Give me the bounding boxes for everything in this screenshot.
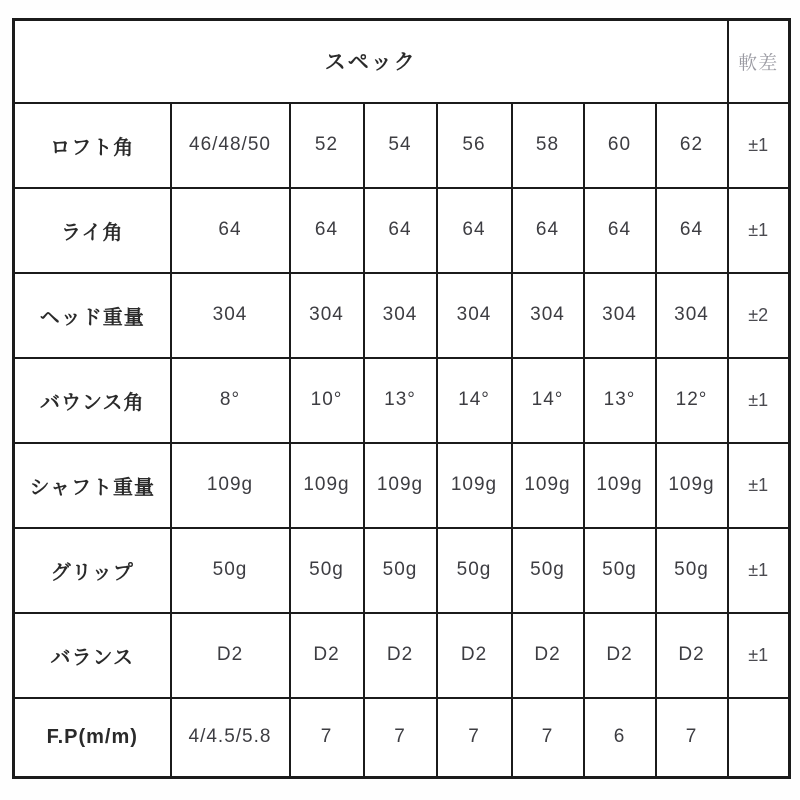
spec-value-cell: 64 (437, 188, 512, 273)
spec-value-cell: 13° (584, 358, 656, 443)
spec-value-cell: 54 (364, 103, 437, 188)
spec-value-cell: 4/4.5/5.8 (171, 698, 290, 778)
tolerance-cell: ±1 (728, 358, 790, 443)
row-label-lie: ライ角 (14, 188, 171, 273)
tolerance-cell (728, 698, 790, 778)
spec-value-cell: 50g (584, 528, 656, 613)
spec-value-cell: 14° (512, 358, 584, 443)
row-label-head-weight: ヘッド重量 (14, 273, 171, 358)
row-label-loft: ロフト角 (14, 103, 171, 188)
spec-value-cell: 14° (437, 358, 512, 443)
spec-value-cell: 50g (512, 528, 584, 613)
spec-value-cell: 64 (512, 188, 584, 273)
spec-value-cell: 304 (437, 273, 512, 358)
table-row-head-weight (14, 273, 790, 358)
spec-value-cell: 52 (290, 103, 364, 188)
spec-value-cell: 12° (656, 358, 728, 443)
row-label-shaft-weight: シャフト重量 (14, 443, 171, 528)
spec-value-cell: 7 (437, 698, 512, 778)
row-label-grip: グリップ (14, 528, 171, 613)
table-row-bounce (14, 358, 790, 443)
spec-value-cell: 109g (584, 443, 656, 528)
spec-value-cell: 64 (171, 188, 290, 273)
spec-value-cell: 109g (171, 443, 290, 528)
spec-value-cell: 109g (290, 443, 364, 528)
spec-value-cell: 56 (437, 103, 512, 188)
row-label-balance: バランス (14, 613, 171, 698)
tolerance-cell: ±1 (728, 443, 790, 528)
spec-value-cell: 10° (290, 358, 364, 443)
spec-value-cell: 64 (364, 188, 437, 273)
spec-value-cell: 109g (656, 443, 728, 528)
spec-value-cell: 64 (290, 188, 364, 273)
spec-value-cell: 46/48/50 (171, 103, 290, 188)
spec-value-cell: 13° (364, 358, 437, 443)
spec-value-cell: 64 (656, 188, 728, 273)
spec-value-cell: 62 (656, 103, 728, 188)
spec-table (12, 18, 791, 779)
table-row-loft (14, 103, 790, 188)
spec-value-cell: 7 (656, 698, 728, 778)
spec-value-cell: D2 (512, 613, 584, 698)
spec-value-cell: 109g (512, 443, 584, 528)
table-row-lie (14, 188, 790, 273)
spec-value-cell: 50g (290, 528, 364, 613)
spec-value-cell: 8° (171, 358, 290, 443)
row-label-bounce: バウンス角 (14, 358, 171, 443)
table-header-row (14, 20, 790, 103)
tolerance-cell: ±1 (728, 613, 790, 698)
spec-value-cell: 64 (584, 188, 656, 273)
tolerance-cell: ±1 (728, 103, 790, 188)
spec-value-cell: 7 (512, 698, 584, 778)
spec-value-cell: 50g (364, 528, 437, 613)
table-row-fp (14, 698, 790, 778)
spec-value-cell: 304 (364, 273, 437, 358)
spec-value-cell: 304 (656, 273, 728, 358)
table-row-shaft-weight (14, 443, 790, 528)
spec-value-cell: 304 (584, 273, 656, 358)
spec-value-cell: D2 (290, 613, 364, 698)
spec-value-cell: 7 (364, 698, 437, 778)
spec-value-cell: 50g (656, 528, 728, 613)
spec-value-cell: 304 (290, 273, 364, 358)
tolerance-cell: ±2 (728, 273, 790, 358)
table-row-grip (14, 528, 790, 613)
tolerance-cell: ±1 (728, 188, 790, 273)
spec-value-cell: 304 (171, 273, 290, 358)
spec-value-cell: 60 (584, 103, 656, 188)
tolerance-cell: ±1 (728, 528, 790, 613)
spec-value-cell: 7 (290, 698, 364, 778)
spec-value-cell: D2 (437, 613, 512, 698)
table-row-balance (14, 613, 790, 698)
spec-value-cell: D2 (656, 613, 728, 698)
spec-value-cell: 50g (171, 528, 290, 613)
spec-value-cell: 6 (584, 698, 656, 778)
spec-value-cell: D2 (364, 613, 437, 698)
spec-table-title: スペック (14, 20, 728, 103)
spec-value-cell: 58 (512, 103, 584, 188)
spec-value-cell: 109g (437, 443, 512, 528)
spec-value-cell: D2 (584, 613, 656, 698)
spec-value-cell: 50g (437, 528, 512, 613)
spec-value-cell: 304 (512, 273, 584, 358)
row-label-fp: F.P(m/m) (14, 698, 171, 778)
spec-value-cell: 109g (364, 443, 437, 528)
spec-value-cell: D2 (171, 613, 290, 698)
tolerance-column-header: 軟差 (728, 20, 790, 103)
